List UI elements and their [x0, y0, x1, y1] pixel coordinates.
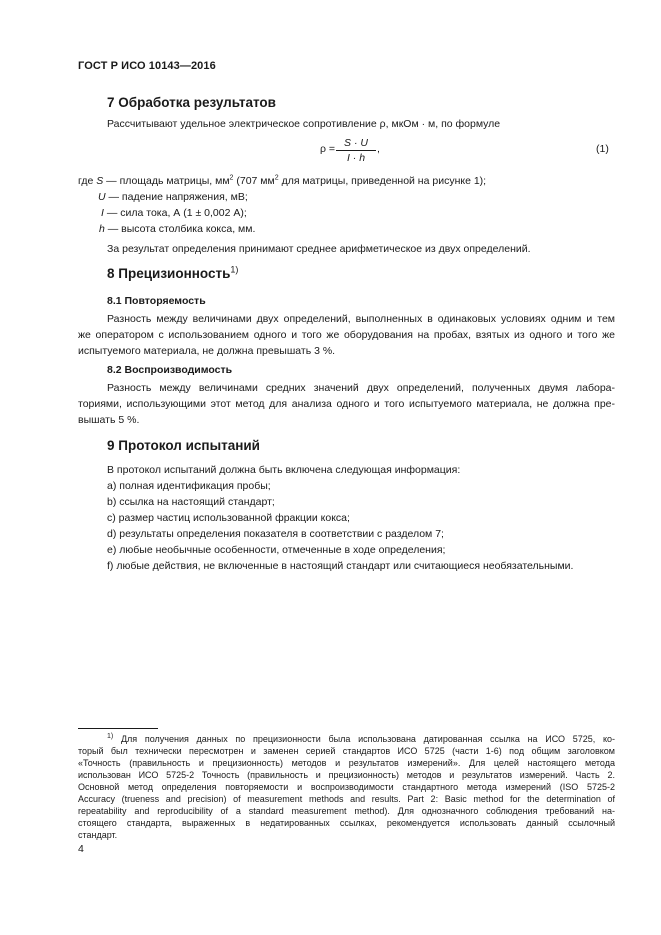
formula-1	[320, 137, 410, 165]
def-row-u: U — падение напряжения, мВ;	[98, 191, 248, 203]
list-item: b) ссылка на настоящий стандарт;	[107, 496, 275, 508]
list-item: d) результаты определения показателя в соответствии с разделом 7;	[107, 528, 444, 540]
section-9-title: 9 Протокол испытаний	[107, 438, 260, 453]
footnote-separator	[78, 728, 158, 729]
formula-lhs: ρ =	[320, 143, 336, 155]
footnote: $^{1)}$ Для получения данных по прецизионности была использована датированная ссылка на ИСО 5725, ко- торый был технически пересмотрен и заменен серией стандартов ИСО 5725 (части 1-6) под общим заголовком «Точность (правильность и прецизионность) методов и результатов измерений». Для целей настоящего метода использован ИСО 5725-2 Точность (правильность и прецизионность) методов и результатов измерений. Часть 2. Основной метод определения повторяемости и воспроизводимости стандартного метода измерений (ISO 5725-2 Accuracy (trueness and precision) of measurement methods and results. Part 2: Basic method for the determination of repeatability and reproducibility of a standard measurement method). Для однозначного соблюдения требований на- стоящего стандарта, выраженных в недатированных ссылках, рекомендуется использовать данный ссылочный стандарт.	[78, 733, 615, 840]
section-8-title: 8 Прецизионность$^{1)}$	[107, 264, 239, 281]
list-item: e) любые необычные особенности, отмеченные в ходе определения;	[107, 544, 446, 556]
footnote-marker: 1)	[107, 733, 114, 740]
section-8-1-title: 8.1 Повторяемость	[107, 295, 206, 307]
section-7-title: 7 Обработка результатов	[107, 95, 276, 110]
section-8-2-title: 8.2 Воспроизводимость	[107, 364, 233, 376]
def-row-s: где S — площадь матрицы, $мм^2$ (707 $мм^2$ для матрицы, приведенной на рисунке 1);	[78, 174, 487, 187]
section-8-2-text: Разность между величинами средних значений двух определений, полученных двумя лабора- ториями, использующими этот метод для анализа одного и того испытуемого материала, не должна пре- вышать 5 %.	[78, 382, 615, 426]
standard-header: ГОСТ Р ИСО 10143—2016	[78, 60, 216, 72]
equation-number: (1)	[596, 143, 609, 155]
list-item: a) полная идентификация пробы;	[107, 480, 271, 492]
formula-denominator: I · h	[346, 152, 366, 164]
section-9-intro: В протокол испытаний должна быть включена следующая информация:	[107, 464, 461, 476]
list-item: c) размер частиц использованной фракции кокса;	[107, 512, 350, 524]
page-number: 4	[78, 843, 84, 855]
def-row-h: h — высота столбика кокса, мм.	[99, 223, 256, 235]
formula-comma: ,	[377, 143, 380, 155]
section-8-1-text: Разность между величинами двух определений, выполненных в одинаковых условиях одним и тем же оператором с использованием одного и того же оборудования на пробах, взятых из одного и того же испытуемого материала, не должна превышать 3 %.	[78, 313, 615, 357]
formula-fraction	[336, 137, 376, 164]
section-7-conclusion: За результат определения принимают среднее арифметическое из двух определений.	[107, 243, 531, 255]
list-item: f) любые действия, не включенные в настоящий стандарт или считающиеся необязательными.	[107, 560, 574, 572]
formula-numerator: S · U	[344, 137, 368, 149]
report-items-list	[107, 478, 573, 574]
fraction-bar	[336, 150, 376, 151]
def-row-i: I — сила тока, А (1 ± 0,002 А);	[101, 207, 247, 219]
section-7-intro: Рассчитывают удельное электрическое сопротивление ρ, мкОм · м, по формуле	[107, 118, 501, 130]
footnote-ref: 1)	[230, 264, 239, 275]
